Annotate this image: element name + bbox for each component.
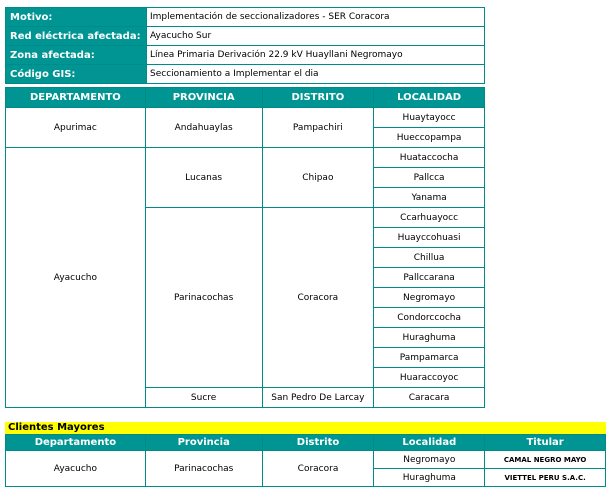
provincia-cell: Parinacochas [145, 208, 262, 388]
col-header-provincia: PROVINCIA [145, 88, 262, 108]
provincia-cell: Lucanas [145, 148, 262, 208]
col-header-departamento: Departamento [6, 435, 146, 451]
info-value: Línea Primaria Derivación 22.9 kV Huayllani Negromayo [147, 46, 485, 65]
titular-cell: VIETTEL PERU S.A.C. [485, 469, 606, 487]
col-header-localidad: Localidad [374, 435, 485, 451]
col-header-departamento: DEPARTAMENTO [6, 88, 146, 108]
info-row-zona [6, 46, 485, 65]
localidad-cell: Chillua [374, 248, 485, 268]
info-value: Seccionamiento a Implementar el dia [147, 65, 485, 84]
localidad-cell: Huayccohuasi [374, 228, 485, 248]
table-row [6, 451, 606, 469]
geo-header-row [6, 88, 485, 108]
localidad-cell: Negromayo [374, 451, 485, 469]
info-label: Red eléctrica afectada: [6, 27, 147, 46]
localidad-cell: Caracara [374, 388, 485, 408]
info-label: Zona afectada: [6, 46, 147, 65]
table-row [6, 148, 485, 168]
col-header-distrito: DISTRITO [262, 88, 374, 108]
distrito-cell: Coracora [262, 208, 374, 388]
info-row-gis [6, 65, 485, 84]
col-header-distrito: Distrito [262, 435, 374, 451]
info-value: Ayacucho Sur [147, 27, 485, 46]
provincia-cell: Andahuaylas [145, 108, 262, 148]
col-header-titular: Titular [485, 435, 606, 451]
localidad-cell: Condorccocha [374, 308, 485, 328]
localidad-cell: Ccarhuayocc [374, 208, 485, 228]
localidad-cell: Pallccarana [374, 268, 485, 288]
localidad-cell: Pallcca [374, 168, 485, 188]
distrito-cell: Coracora [262, 451, 374, 487]
info-row-red [6, 27, 485, 46]
info-row-motivo [6, 8, 485, 27]
info-table [5, 7, 485, 84]
distrito-cell: Pampachiri [262, 108, 374, 148]
geo-table [5, 87, 485, 408]
distrito-cell: Chipao [262, 148, 374, 208]
distrito-cell: San Pedro De Larcay [262, 388, 374, 408]
provincia-cell: Sucre [145, 388, 262, 408]
clients-section-title: Clientes Mayores [5, 422, 606, 434]
localidad-cell: Negromayo [374, 288, 485, 308]
clients-table [5, 434, 606, 487]
departamento-cell: Ayacucho [6, 451, 146, 487]
clients-header-row [6, 435, 606, 451]
info-value: Implementación de seccionalizadores - SER Coracora [147, 8, 485, 27]
localidad-cell: Huaytayocc [374, 108, 485, 128]
col-header-provincia: Provincia [145, 435, 262, 451]
col-header-localidad: LOCALIDAD [374, 88, 485, 108]
localidad-cell: Hueccopampa [374, 128, 485, 148]
info-label: Motivo: [6, 8, 147, 27]
departamento-cell: Apurimac [6, 108, 146, 148]
table-row [6, 108, 485, 128]
localidad-cell: Pampamarca [374, 348, 485, 368]
departamento-cell: Ayacucho [6, 148, 146, 408]
localidad-cell: Huaraccoyoc [374, 368, 485, 388]
provincia-cell: Parinacochas [145, 451, 262, 487]
localidad-cell: Huraghuma [374, 469, 485, 487]
localidad-cell: Huraghuma [374, 328, 485, 348]
titular-cell: CAMAL NEGRO MAYO [485, 451, 606, 469]
localidad-cell: Huataccocha [374, 148, 485, 168]
info-label: Código GIS: [6, 65, 147, 84]
localidad-cell: Yanama [374, 188, 485, 208]
